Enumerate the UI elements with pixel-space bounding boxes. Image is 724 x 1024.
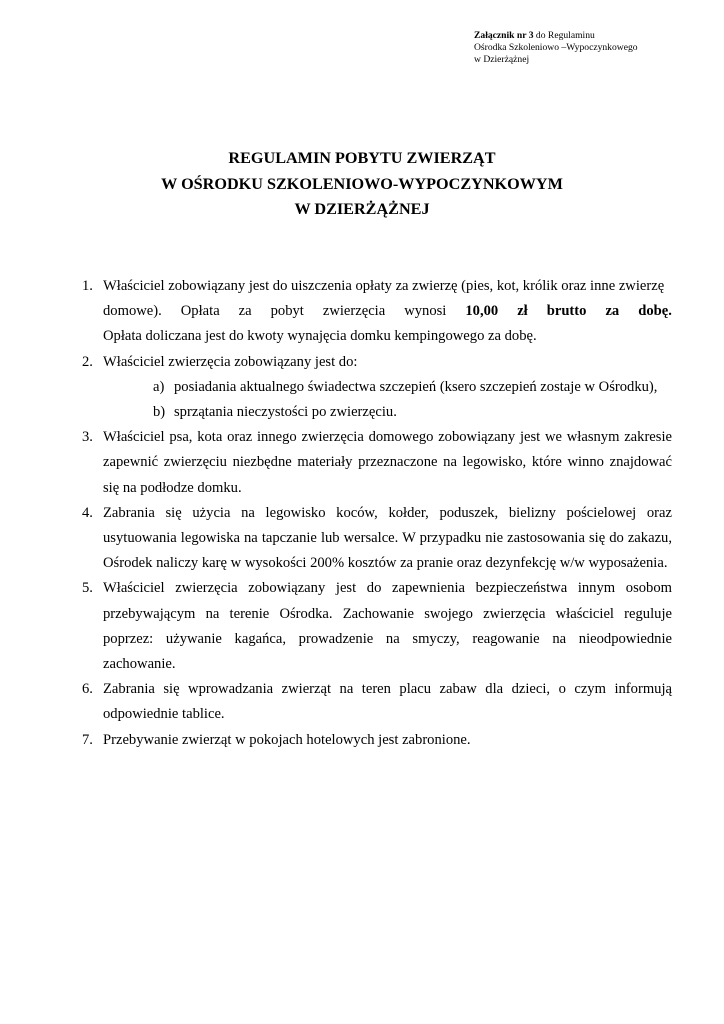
rule-word: Opłata [180, 303, 220, 320]
price-per: za [605, 303, 620, 320]
rule-sub-letter: a) [153, 378, 165, 395]
rule-item [82, 274, 672, 350]
rule-word: za [238, 303, 252, 320]
rules-list [82, 274, 672, 753]
annex-line-3: w Dzierżążnej [474, 53, 530, 65]
rule-number: 1. [82, 278, 93, 294]
title-line-1: REGULAMIN POBYTU ZWIERZĄT [228, 149, 496, 167]
rule-sublist [103, 375, 672, 425]
document-title [0, 146, 724, 223]
rule-item [82, 576, 672, 677]
annex-line-1 [474, 30, 638, 42]
price-amount: 10,00 [465, 303, 499, 320]
rule-word: domowe). [103, 303, 162, 320]
rule-item [82, 425, 672, 501]
rule-sub-text: sprzątania nieczystości po zwierzęciu. [174, 404, 397, 421]
rule-subitem [103, 400, 672, 425]
annex-line-2: Ośrodka Szkoleniowo –Wypoczynkowego [474, 41, 638, 53]
price-day: dobę. [638, 303, 672, 320]
title-line-3: W DZIERŻĄŻNEJ [294, 200, 430, 218]
title-line-2: W OŚRODKU SZKOLENIOWO-WYPOCZYNKOWYM [161, 174, 563, 193]
annex-label-rest: do Regulaminu [533, 30, 595, 41]
rule-text: Zabrania się wprowadzania zwierząt na teren placu zabaw dla dzieci, o czym informują odpowiednie tablice. [103, 681, 672, 723]
annex-header [474, 30, 638, 65]
rule-item [82, 728, 672, 753]
rule-price-line [103, 299, 672, 324]
rule-item [82, 677, 672, 727]
rule-number: 4. [82, 504, 93, 521]
rule-number: 2. [82, 353, 93, 370]
rule-text: Właściciel zwierzęcia zobowiązany jest do: [103, 353, 358, 370]
rule-number: 3. [82, 429, 93, 446]
rule-word: wynosi [404, 303, 447, 320]
price-gross: brutto [546, 303, 587, 320]
rule-number: 7. [82, 731, 93, 748]
rule-sub-letter: b) [153, 404, 166, 421]
rule-word: zwierzęcia [322, 303, 386, 320]
rule-text-line: Opłata doliczana jest do kwoty wynajęcia domku kempingowego za dobę. [103, 328, 537, 345]
rule-number: 5. [82, 580, 93, 597]
annex-label-bold: Załącznik nr 3 [474, 30, 534, 41]
rule-word: pobyt [270, 303, 304, 320]
rule-item [82, 501, 672, 577]
rule-number: 6. [82, 681, 93, 698]
rule-item [82, 350, 672, 426]
rule-text-line: Właściciel zobowiązany jest do uiszczenia opłaty za zwierzę (pies, kot, królik oraz inne zwierzę [103, 278, 665, 294]
rule-text: Przebywanie zwierząt w pokojach hotelowych jest zabronione. [103, 731, 471, 748]
rule-text: Zabrania się użycia na legowisko koców, kołder, poduszek, bielizny pościelowej oraz usytuowania legowiska na tapczanie lub wersalce. W przypadku nie zastosowania się do zakazu, Ośrodek naliczy karę w wysokości 200% kosztów za pranie oraz dezynfekcję w/w wyposażenia. [103, 504, 672, 572]
price-currency: zł [517, 303, 528, 320]
rule-text: Właściciel psa, kota oraz innego zwierzęcia domowego zobowiązany jest we własnym zakresie zapewnić zwierzęciu niezbędne materiały przeznaczone na legowisko, które winno znajdować się na podłodze domku. [103, 429, 672, 496]
rule-text: Właściciel zwierzęcia zobowiązany jest do zapewnienia bezpieczeństwa innym osobom przebywającym na terenie Ośrodka. Zachowanie swojego zwierzęcia właściciel reguluje poprzez: używanie kagańca, prowadzenie na smyczy, reagowanie na nieodpowiednie zachowanie. [103, 580, 672, 673]
rule-subitem [103, 375, 672, 400]
rule-sub-text: posiadania aktualnego świadectwa szczepień (ksero szczepień zostaje w Ośrodku), [174, 378, 658, 395]
